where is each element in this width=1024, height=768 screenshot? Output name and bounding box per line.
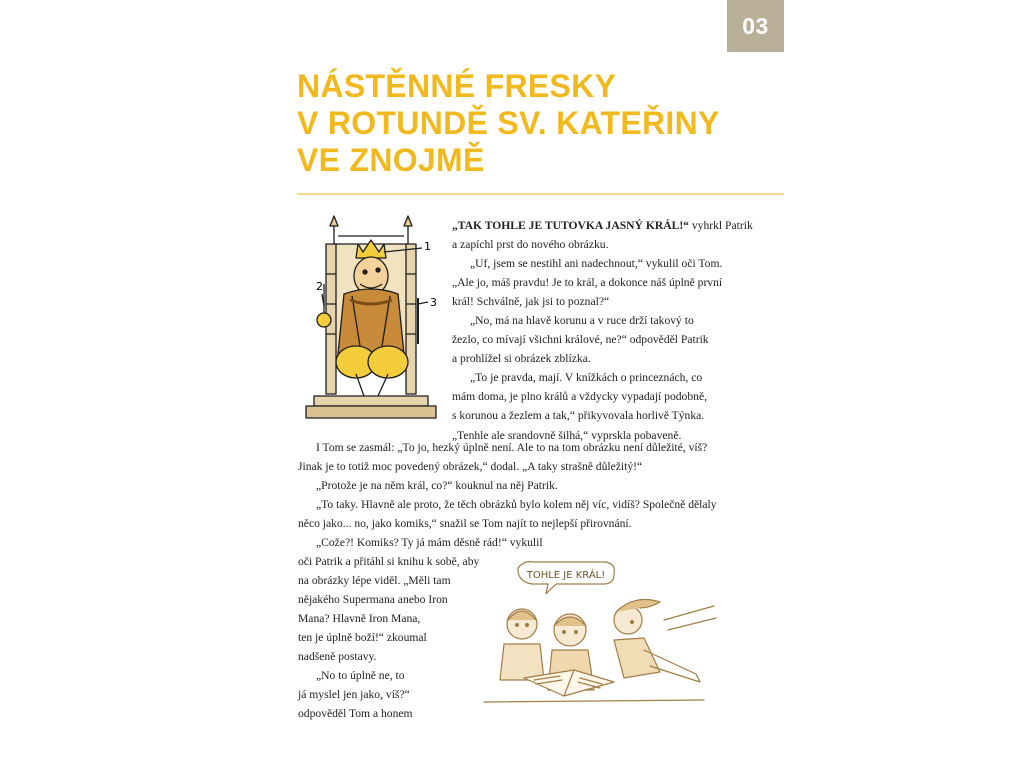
- paragraph: oči Patrik a přitáhl si knihu k sobě, aby: [298, 555, 480, 569]
- paragraph: ten je úplně boží!“ zkoumal: [298, 631, 427, 645]
- paragraph: „No to úplně ne, to: [316, 669, 405, 683]
- title-line-3: VE ZNOJMĚ: [297, 142, 485, 178]
- paragraph: žezlo, co mívají všichni králové, ne?“ odpověděl Patrik: [452, 333, 709, 347]
- paragraph: něco jako... no, jako komiks,“ snažil se Tom najít to nejlepší přirovnání.: [298, 517, 632, 531]
- label-1: 1: [424, 240, 431, 253]
- paragraph: a zapíchl prst do nového obrázku.: [452, 238, 609, 252]
- speech-bubble-text: TOHLE JE KRÁL!: [526, 570, 606, 581]
- title-line-2: V ROTUNDĚ SV. KATEŘINY: [297, 105, 720, 141]
- paragraph: [452, 216, 753, 235]
- paragraph: „Cože?! Komiks? Ty já mám děsně rád!“ vykulil: [316, 536, 543, 549]
- paragraph: mám doma, je plno králů a vždycky vypadají podobně,: [452, 390, 707, 404]
- chapter-number-badge: 03: [727, 0, 784, 52]
- page-title: [297, 68, 777, 179]
- paragraph: na obrázky lépe viděl. „Měli tam: [298, 574, 451, 588]
- title-line-1: NÁSTĚNNÉ FRESKY: [297, 68, 617, 104]
- paragraph: s korunou a žezlem a tak,“ přikyvovala horlivě Týnka.: [452, 409, 705, 423]
- paragraph: já myslel jen jako, víš?“: [298, 688, 410, 702]
- story-text-full-width: [298, 438, 717, 533]
- title-divider: [297, 193, 784, 195]
- text-span: vyhrkl Patrik: [688, 219, 753, 232]
- story-text-right-column: [452, 216, 753, 445]
- paragraph: „Uf, jsem se nestihl ani nadechnout,“ vykulil oči Tom.: [470, 257, 723, 271]
- bold-exclamation: „TAK TOHLE JE TUTOVKA JASNÝ KRÁL!“: [452, 219, 689, 232]
- paragraph: „Protože je na něm král, co?“ kouknul na něj Patrik.: [316, 479, 558, 493]
- paragraph: a prohlížel si obrázek zblízka.: [452, 352, 591, 366]
- paragraph: odpověděl Tom a honem: [298, 707, 413, 721]
- label-2: 2: [316, 280, 323, 293]
- paragraph: „To taky. Hlavně ale proto, že těch obrázků bylo kolem něj víc, vidíš? Společně dělaly: [316, 498, 717, 512]
- king-on-throne-illustration: [300, 214, 442, 422]
- kids-reading-book-illustration: [464, 550, 724, 710]
- paragraph: Jinak je to totiž moc povedený obrázek,“ dodal. „A taky strašně důležitý!“: [298, 460, 643, 474]
- paragraph: I Tom se zasmál: „To jo, hezký úplně není. Ale to na tom obrázku není důležité, víš?: [316, 441, 708, 454]
- paragraph: „Ale jo, máš pravdu! Je to král, a dokonce náš úplně první: [452, 276, 723, 290]
- paragraph: „Tenhle ale srandovně šilhá,“ vyprskla pobaveně.: [452, 428, 682, 442]
- paragraph: „To je pravda, mají. V knížkách o princeznách, co: [470, 371, 703, 385]
- paragraph: „No, má na hlavě korunu a v ruce drží takový to: [470, 314, 694, 328]
- paragraph: nadšeně postavy.: [298, 650, 377, 664]
- label-3: 3: [430, 296, 437, 309]
- paragraph: nějakého Supermana anebo Iron: [298, 593, 448, 607]
- paragraph: Mana? Hlavně Iron Mana,: [298, 612, 421, 626]
- paragraph: král! Schválně, jak jsi to poznal?“: [452, 295, 610, 309]
